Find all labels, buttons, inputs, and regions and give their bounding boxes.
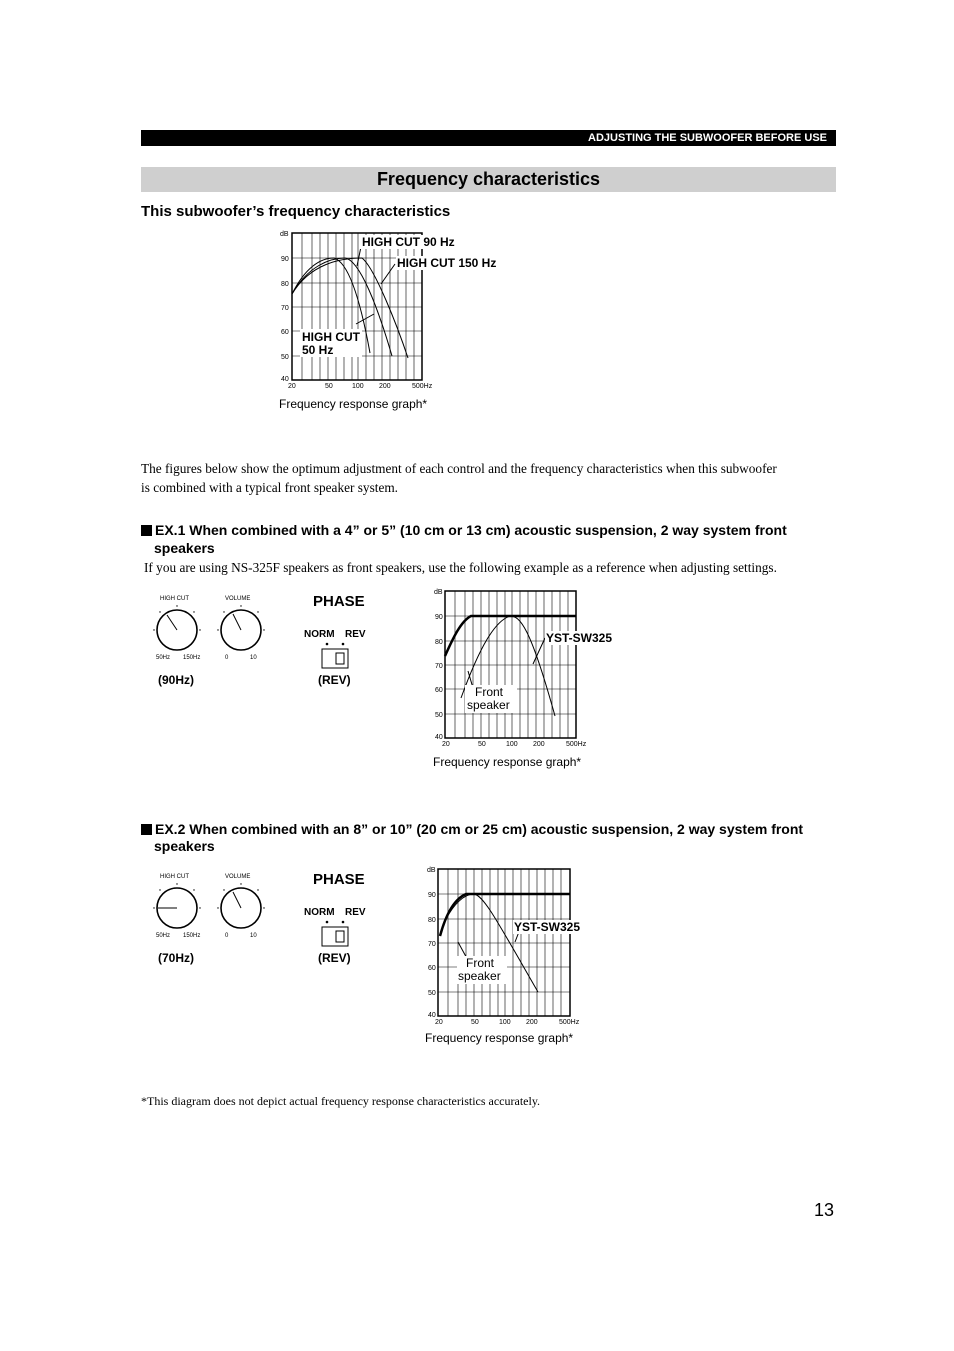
label-high-cut-50-value: 50 Hz xyxy=(302,343,334,357)
x-tick: 20 xyxy=(288,383,296,390)
y-tick: 90 xyxy=(281,256,289,263)
label-high-cut-90: HIGH CUT 90 Hz xyxy=(362,235,455,249)
ex1-note: If you are using NS-325F speakers as front speakers, use the following example as a reference when adjusting settings. xyxy=(144,560,777,575)
y-tick: 40 xyxy=(428,1012,436,1019)
y-unit-label: dB xyxy=(427,867,436,874)
x-tick: 500Hz xyxy=(566,741,587,748)
ex1-high-cut-setting: (90Hz) xyxy=(158,673,195,687)
intro-paragraph-line2: is combined with a typical front speaker system. xyxy=(141,480,399,495)
y-tick: 70 xyxy=(435,663,443,670)
y-unit-label: dB xyxy=(434,589,443,596)
x-tick: 500Hz xyxy=(559,1019,580,1026)
y-tick: 80 xyxy=(281,281,289,288)
volume-knob-label: VOLUME xyxy=(225,596,251,602)
vol-max-label: 10 xyxy=(250,933,257,939)
x-tick: 50 xyxy=(471,1019,479,1026)
frequency-graph-main xyxy=(270,228,520,413)
ex2-curve-label: YST-SW325 xyxy=(514,920,581,934)
y-tick: 80 xyxy=(435,639,443,646)
intro-paragraph-line1: The figures below show the optimum adjustment of each control and the frequency characteristics when this subwoofer xyxy=(141,461,777,476)
footnote: *This diagram does not depict actual frequency response characteristics accurately. xyxy=(141,1094,541,1108)
y-tick: 90 xyxy=(435,614,443,621)
ex2-heading-line2: speakers xyxy=(154,838,215,854)
x-tick: 50 xyxy=(478,741,486,748)
y-tick: 50 xyxy=(435,712,443,719)
ex1-front-label: Front xyxy=(475,685,504,699)
phase-switch[interactable] xyxy=(318,641,352,673)
x-tick: 100 xyxy=(506,741,518,748)
phase-label: PHASE xyxy=(313,593,365,610)
x-tick: 200 xyxy=(526,1019,538,1026)
high-cut-knob-label: HIGH CUT xyxy=(160,874,189,880)
ex1-front-label-2: speaker xyxy=(467,698,510,712)
ex2-front-label-2: speaker xyxy=(458,969,501,983)
x-tick: 500Hz xyxy=(412,383,433,390)
y-tick: 70 xyxy=(428,941,436,948)
page-number: 13 xyxy=(814,1200,835,1220)
y-tick: 70 xyxy=(281,305,289,312)
label-high-cut-150: HIGH CUT 150 Hz xyxy=(397,256,497,270)
x-tick: 100 xyxy=(499,1019,511,1026)
ex2-high-cut-setting: (70Hz) xyxy=(158,951,195,965)
section-header-bar: ADJUSTING THE SUBWOOFER BEFORE USE xyxy=(141,130,836,146)
bullet-square-icon xyxy=(141,525,152,536)
y-tick: 60 xyxy=(281,329,289,336)
x-tick: 20 xyxy=(435,1019,443,1026)
ex1-phase-setting: (REV) xyxy=(318,673,351,687)
y-tick: 50 xyxy=(428,990,436,997)
ex2-phase-setting: (REV) xyxy=(318,951,351,965)
ex1-graph-caption: Frequency response graph* xyxy=(433,755,582,769)
vol-min-label: 0 xyxy=(225,933,229,939)
ex1-heading: EX.1 When combined with a 4” or 5” (10 cm or 13 cm) acoustic suspension, 2 way system front xyxy=(141,521,787,539)
phase-switch[interactable] xyxy=(318,919,352,951)
y-tick: 90 xyxy=(428,892,436,899)
phase-label: PHASE xyxy=(313,871,365,888)
norm-label: NORM xyxy=(304,907,335,918)
y-tick: 60 xyxy=(435,687,443,694)
rev-label: REV xyxy=(345,907,366,918)
y-tick: 50 xyxy=(281,354,289,361)
hc-max-label: 150Hz xyxy=(183,933,201,939)
x-tick: 200 xyxy=(379,383,391,390)
ex2-graph-caption: Frequency response graph* xyxy=(425,1031,574,1045)
y-tick: 60 xyxy=(428,965,436,972)
ex1-frequency-graph xyxy=(425,586,640,756)
volume-knob-label: VOLUME xyxy=(225,874,251,880)
ex1-curve-label: YST-SW325 xyxy=(546,631,613,645)
ex2-heading: EX.2 When combined with an 8” or 10” (20 cm or 25 cm) acoustic suspension, 2 way system front xyxy=(141,820,803,838)
hc-min-label: 50Hz xyxy=(156,655,171,661)
hc-max-label: 150Hz xyxy=(183,655,201,661)
x-tick: 200 xyxy=(533,741,545,748)
y-unit-label: dB xyxy=(280,231,289,238)
y-tick: 40 xyxy=(281,376,289,383)
vol-min-label: 0 xyxy=(225,655,229,661)
ex2-knob-panel xyxy=(150,870,280,942)
rev-label: REV xyxy=(345,629,366,640)
ex1-heading-line2: speakers xyxy=(154,540,215,556)
label-high-cut-50: HIGH CUT xyxy=(302,330,360,344)
ex1-knob-panel xyxy=(150,592,280,664)
graph-caption: Frequency response graph* xyxy=(279,397,428,411)
page-title: Frequency characteristics xyxy=(141,167,836,192)
ex2-front-label: Front xyxy=(466,956,495,970)
norm-label: NORM xyxy=(304,629,335,640)
x-tick: 20 xyxy=(442,741,450,748)
vol-max-label: 10 xyxy=(250,655,257,661)
bullet-square-icon xyxy=(141,824,152,835)
high-cut-knob-label: HIGH CUT xyxy=(160,596,189,602)
ex2-frequency-graph xyxy=(418,864,633,1034)
y-tick: 40 xyxy=(435,734,443,741)
y-tick: 80 xyxy=(428,917,436,924)
x-tick: 50 xyxy=(325,383,333,390)
x-tick: 100 xyxy=(352,383,364,390)
subsection-title: This subwoofer’s frequency characteristics xyxy=(141,203,451,220)
hc-min-label: 50Hz xyxy=(156,933,171,939)
